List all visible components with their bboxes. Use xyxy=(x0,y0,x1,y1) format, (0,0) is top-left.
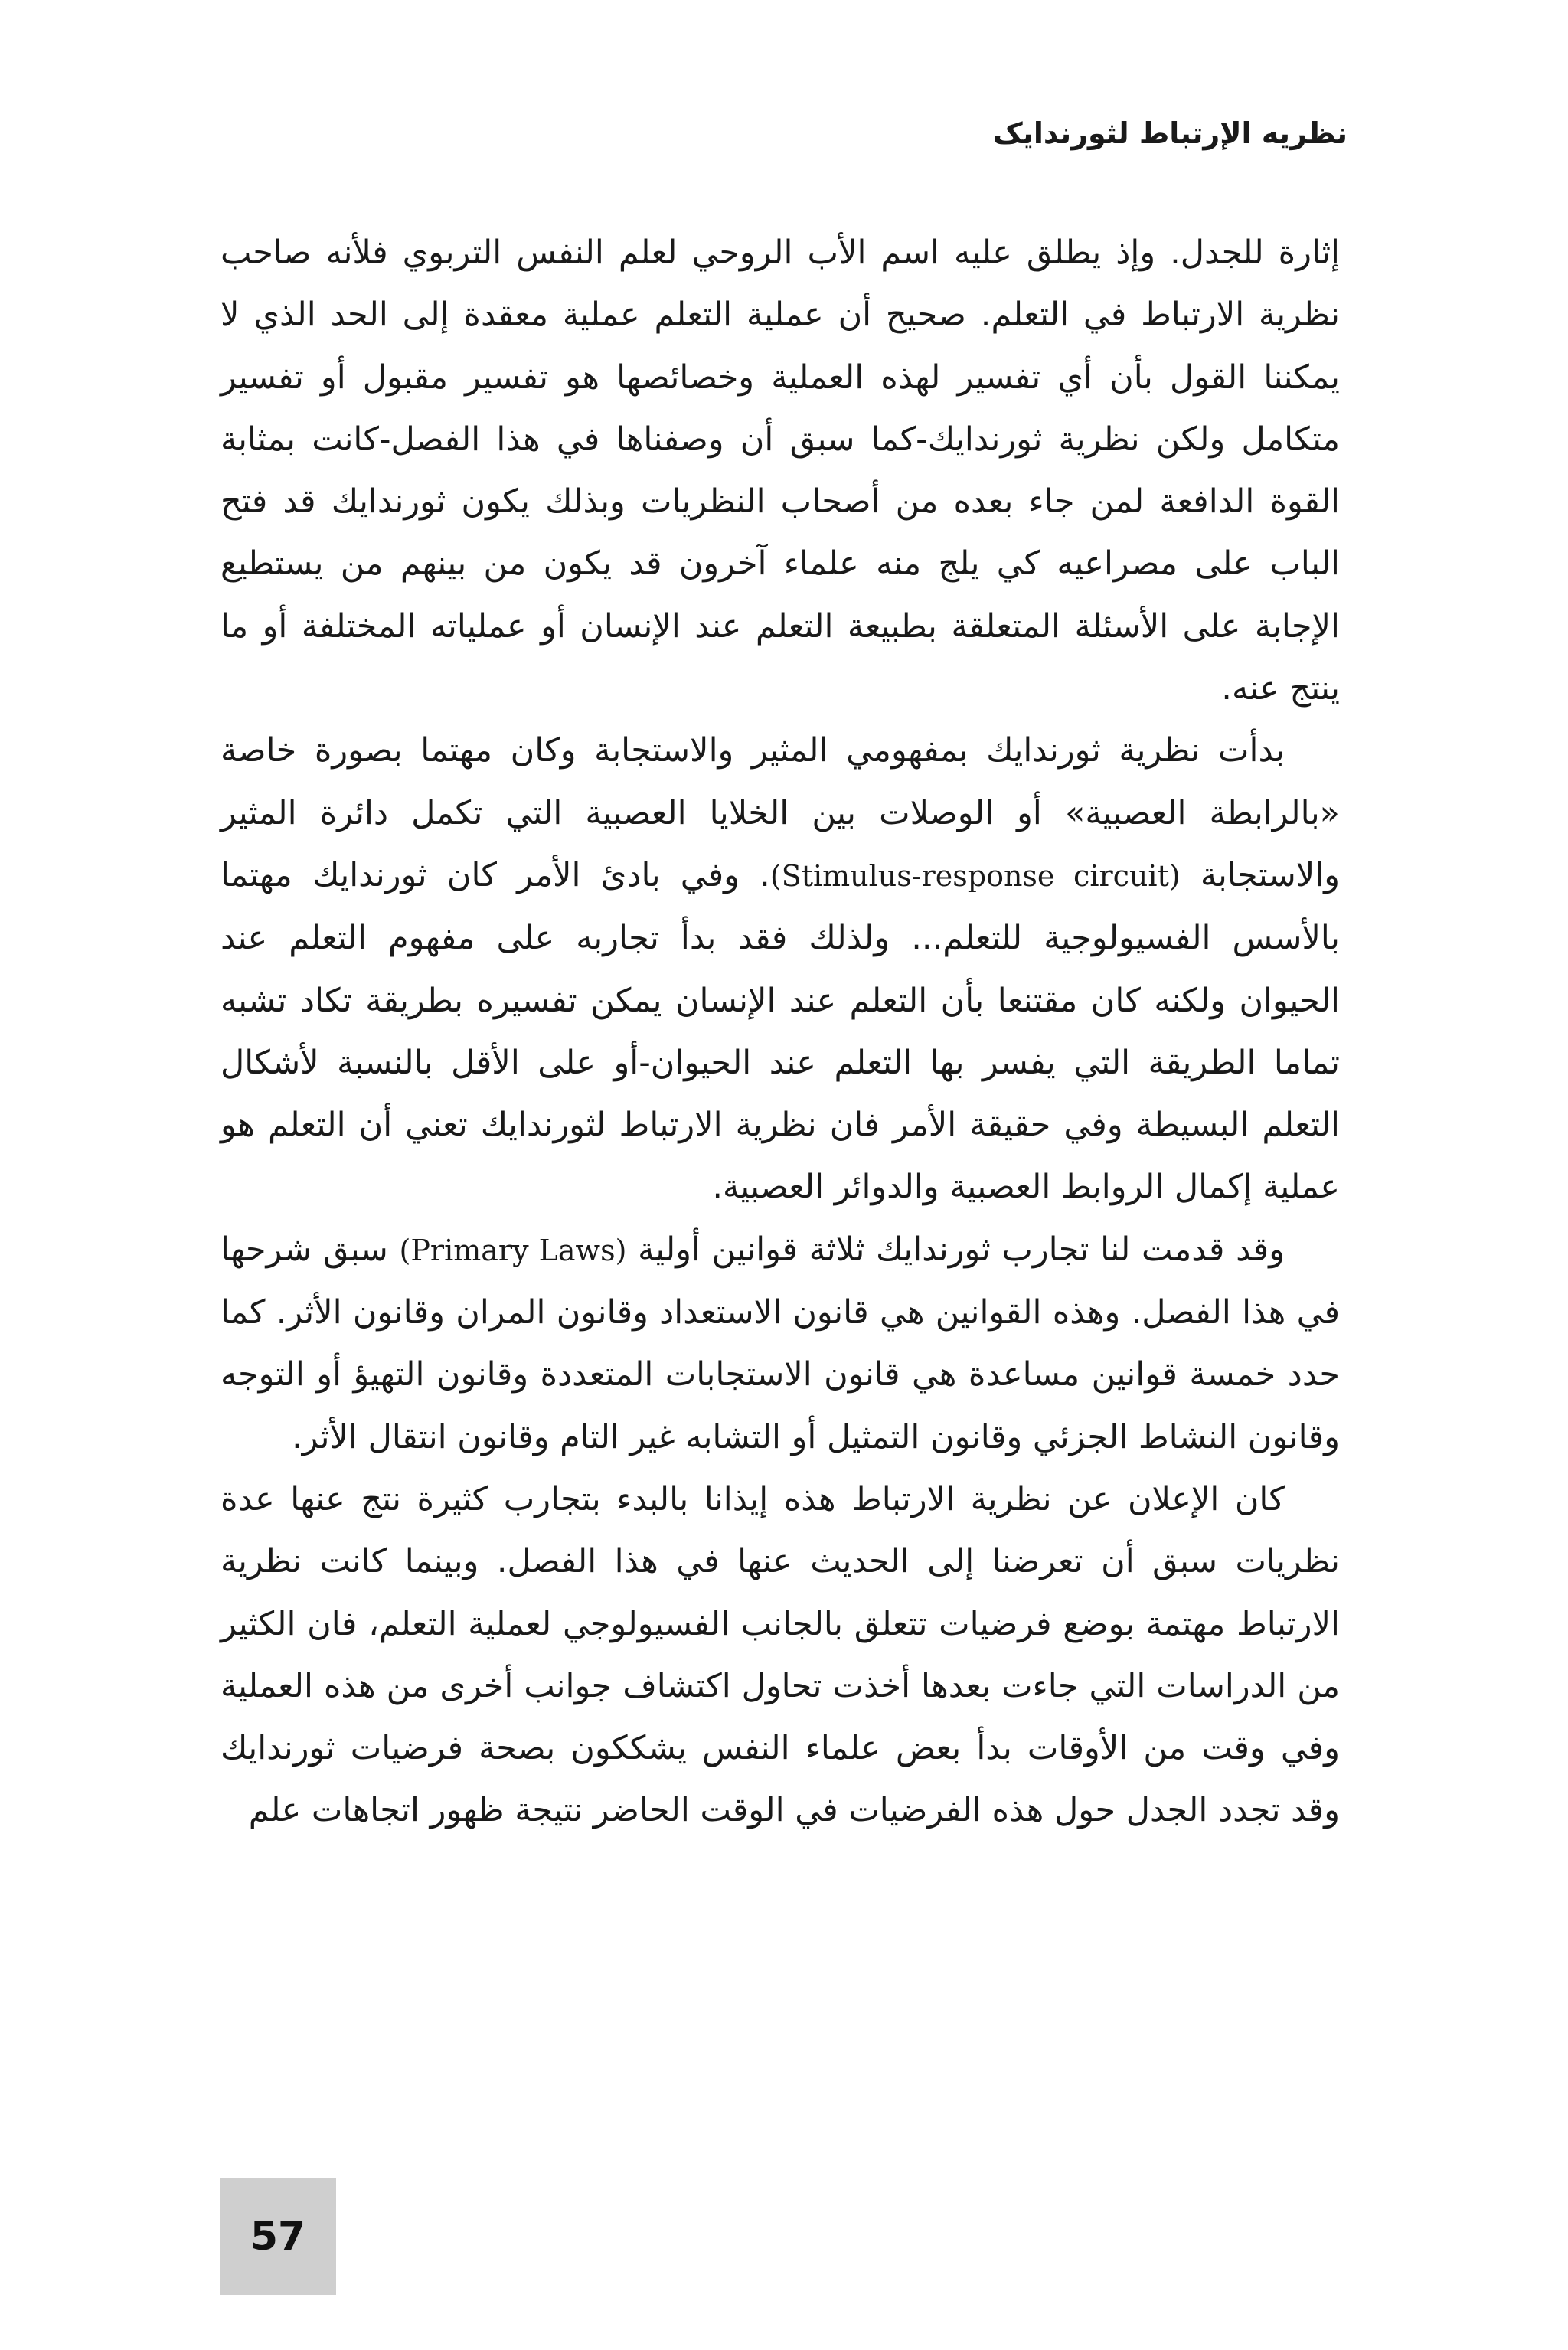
latin-term: (Stimulus-response circuit) xyxy=(769,858,1181,893)
paragraph-1 xyxy=(220,222,1340,720)
paragraph-3 xyxy=(220,1219,1340,1469)
text-segment: وقد قدمت لنا تجارب ثورندايك ثلاثة قوانين أولية xyxy=(626,1230,1285,1269)
text-segment: سبق شرحها في هذا الفصل. وهذه القوانين هي قانون الاستعداد وقانون المران وقانون الأثر. كما حدد خمسة قوانين مساعدة هي قانون الاستجابات المتعددة وقانون التهيؤ أو التوجه وقانون النشاط الجزئي وقانون التمثيل أو التشابه غير التام وقانون انتقال الأثر. xyxy=(220,1230,1340,1456)
latin-term: (Primary Laws) xyxy=(399,1233,627,1267)
body-text xyxy=(220,222,1340,1842)
text-segment: إثارة للجدل. وإذ يطلق عليه اسم الأب الروحي لعلم النفس التربوي فلأنه صاحب نظرية الارتباط في التعلم. صحيح أن عملية التعلم عملية معقدة إلى الحد الذي لا يمكننا القول بأن أي تفسير لهذه العملية وخصائصها هو تفسير مقبول أو تفسير متكامل ولكن نظرية ثورندايك-كما سبق أن وصفناها في هذا الفصل-كانت بمثابة القوة الدافعة لمن جاء بعده من أصحاب النظريات وبذلك يكون ثورندايك قد فتح الباب على مصراعيه كي يلج منه علماء آخرون قد يكون من بينهم من يستطيع الإجابة على الأسئلة المتعلقة بطبيعة التعلم عند الإنسان أو عملياته المختلفة أو ما ينتج عنه. xyxy=(220,234,1340,708)
page-number: 57 xyxy=(250,2214,306,2260)
paragraph-4 xyxy=(220,1469,1340,1842)
page-number-box xyxy=(220,2178,336,2295)
text-segment: كان الإعلان عن نظرية الارتباط هذه إيذانا بالبدء بتجارب كثيرة نتج عنها عدة نظريات سبق أن تعرضنا إلى الحديث عنها في هذا الفصل. وبينما كانت نظرية الارتباط مهتمة بوضع فرضيات تتعلق بالجانب الفسيولوجي لعملية التعلم، فان الكثير من الدراسات التي جاءت بعدها أخذت تحاول اكتشاف جوانب أخرى من هذه العملية وفي وقت من الأوقات بدأ بعض علماء النفس يشككون بصحة فرضيات ثورندايك وقد تجدد الجدل حول هذه الفرضيات في الوقت الحاضر نتيجة ظهور اتجاهات علم xyxy=(220,1479,1340,1830)
running-header-title: نظريه الإرتباط لثورندايک xyxy=(992,116,1348,150)
text-segment: بدأت نظرية ثورندايك بمفهومي المثير والاستجابة وكان مهتما بصورة خاصة «بالرابطة العصبية» أو الوصلات بين الخلايا العصبية التي تكمل دائرة المثير والاستجابة xyxy=(220,731,1340,894)
text-segment: . وفي بادئ الأمر كان ثورندايك مهتما بالأسس الفسيولوجية للتعلم... ولذلك فقد بدأ تجاربه على مفهوم التعلم عند الحيوان ولكنه كان مقتنعا بأن التعلم عند الإنسان يمكن تفسيره بطريقة تكاد تشبه تماما الطريقة التي يفسر بها التعلم عند الحيوان-أو على الأقل بالنسبة لأشكال التعلم البسيطة وفي حقيقة الأمر فان نظرية الارتباط لثورندايك تعني أن التعلم هو عملية إكمال الروابط العصبية والدوائر العصبية. xyxy=(220,855,1340,1207)
paragraph-2 xyxy=(220,720,1340,1218)
